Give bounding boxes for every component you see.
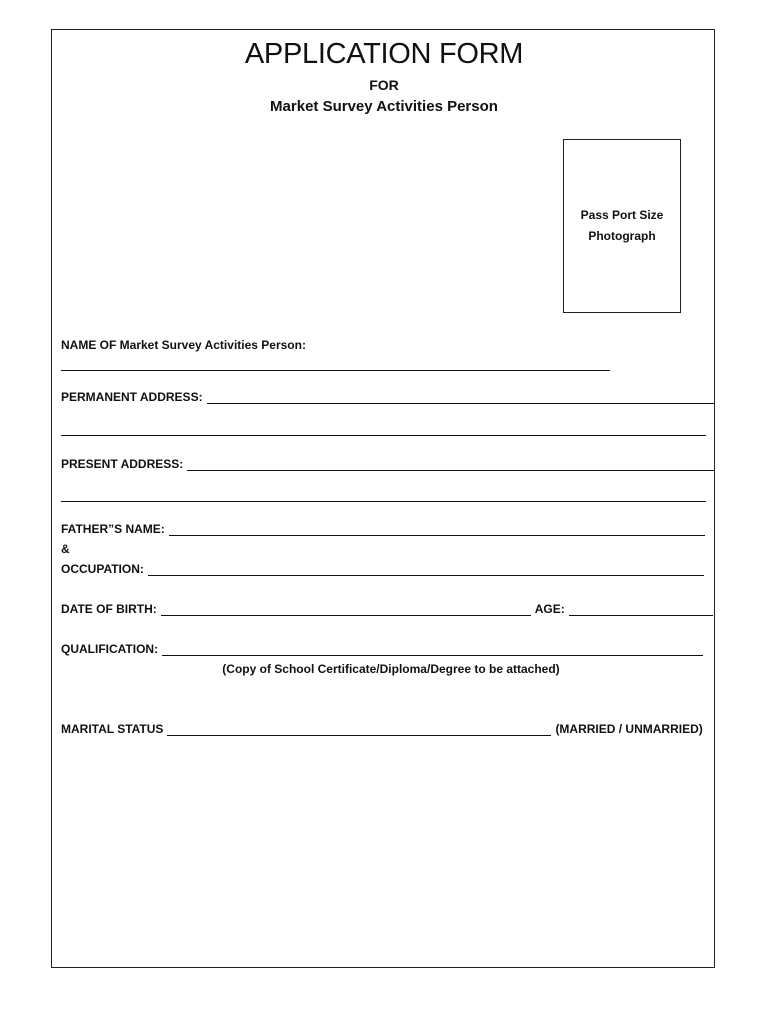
permanent-address-field bbox=[61, 390, 714, 404]
occupation-field bbox=[61, 562, 704, 576]
form-for-label: FOR bbox=[369, 77, 399, 93]
occupation-label: OCCUPATION: bbox=[61, 562, 144, 576]
age-input-line[interactable] bbox=[569, 604, 713, 616]
ampersand-text: & bbox=[61, 542, 70, 556]
form-title: APPLICATION FORM bbox=[244, 38, 524, 70]
ampersand-field bbox=[61, 542, 70, 556]
fathers-name-label: FATHER”S NAME: bbox=[61, 522, 165, 536]
marital-status-input-line[interactable] bbox=[167, 724, 551, 736]
name-field bbox=[61, 338, 306, 352]
age-label: AGE: bbox=[534, 602, 565, 616]
present-address-label: PRESENT ADDRESS: bbox=[61, 457, 184, 471]
photo-line-1: Pass Port Size bbox=[580, 208, 664, 222]
form-subtitle: Market Survey Activities Person bbox=[270, 98, 498, 115]
fathers-name-input-line[interactable] bbox=[169, 524, 705, 536]
qualification-note: (Copy of School Certificate/Diploma/Degree to be attached) bbox=[222, 662, 560, 676]
marital-status-field bbox=[61, 722, 703, 736]
qualification-field bbox=[61, 642, 703, 656]
occupation-input-line[interactable] bbox=[148, 564, 704, 576]
qualification-input-line[interactable] bbox=[162, 644, 703, 656]
present-address-input-line[interactable] bbox=[187, 459, 715, 471]
photo-line-2: Photograph bbox=[588, 229, 656, 243]
dob-label: DATE OF BIRTH: bbox=[61, 602, 157, 616]
present-address-input-line-2[interactable] bbox=[61, 501, 706, 502]
permanent-address-input-line[interactable] bbox=[207, 392, 714, 404]
marital-options: (MARRIED / UNMARRIED) bbox=[555, 722, 703, 736]
present-address-field bbox=[61, 457, 715, 471]
passport-photo-box[interactable] bbox=[563, 139, 681, 313]
permanent-address-label: PERMANENT ADDRESS: bbox=[61, 390, 203, 404]
permanent-address-input-line-2[interactable] bbox=[61, 435, 706, 436]
qualification-label: QUALIFICATION: bbox=[61, 642, 159, 656]
marital-status-label: MARITAL STATUS bbox=[61, 722, 164, 736]
dob-field bbox=[61, 602, 713, 616]
fathers-name-field bbox=[61, 522, 705, 536]
dob-input-line[interactable] bbox=[161, 604, 531, 616]
photo-placeholder-text bbox=[564, 205, 680, 247]
name-input-line[interactable] bbox=[61, 370, 610, 371]
name-label: NAME OF Market Survey Activities Person: bbox=[61, 338, 306, 352]
